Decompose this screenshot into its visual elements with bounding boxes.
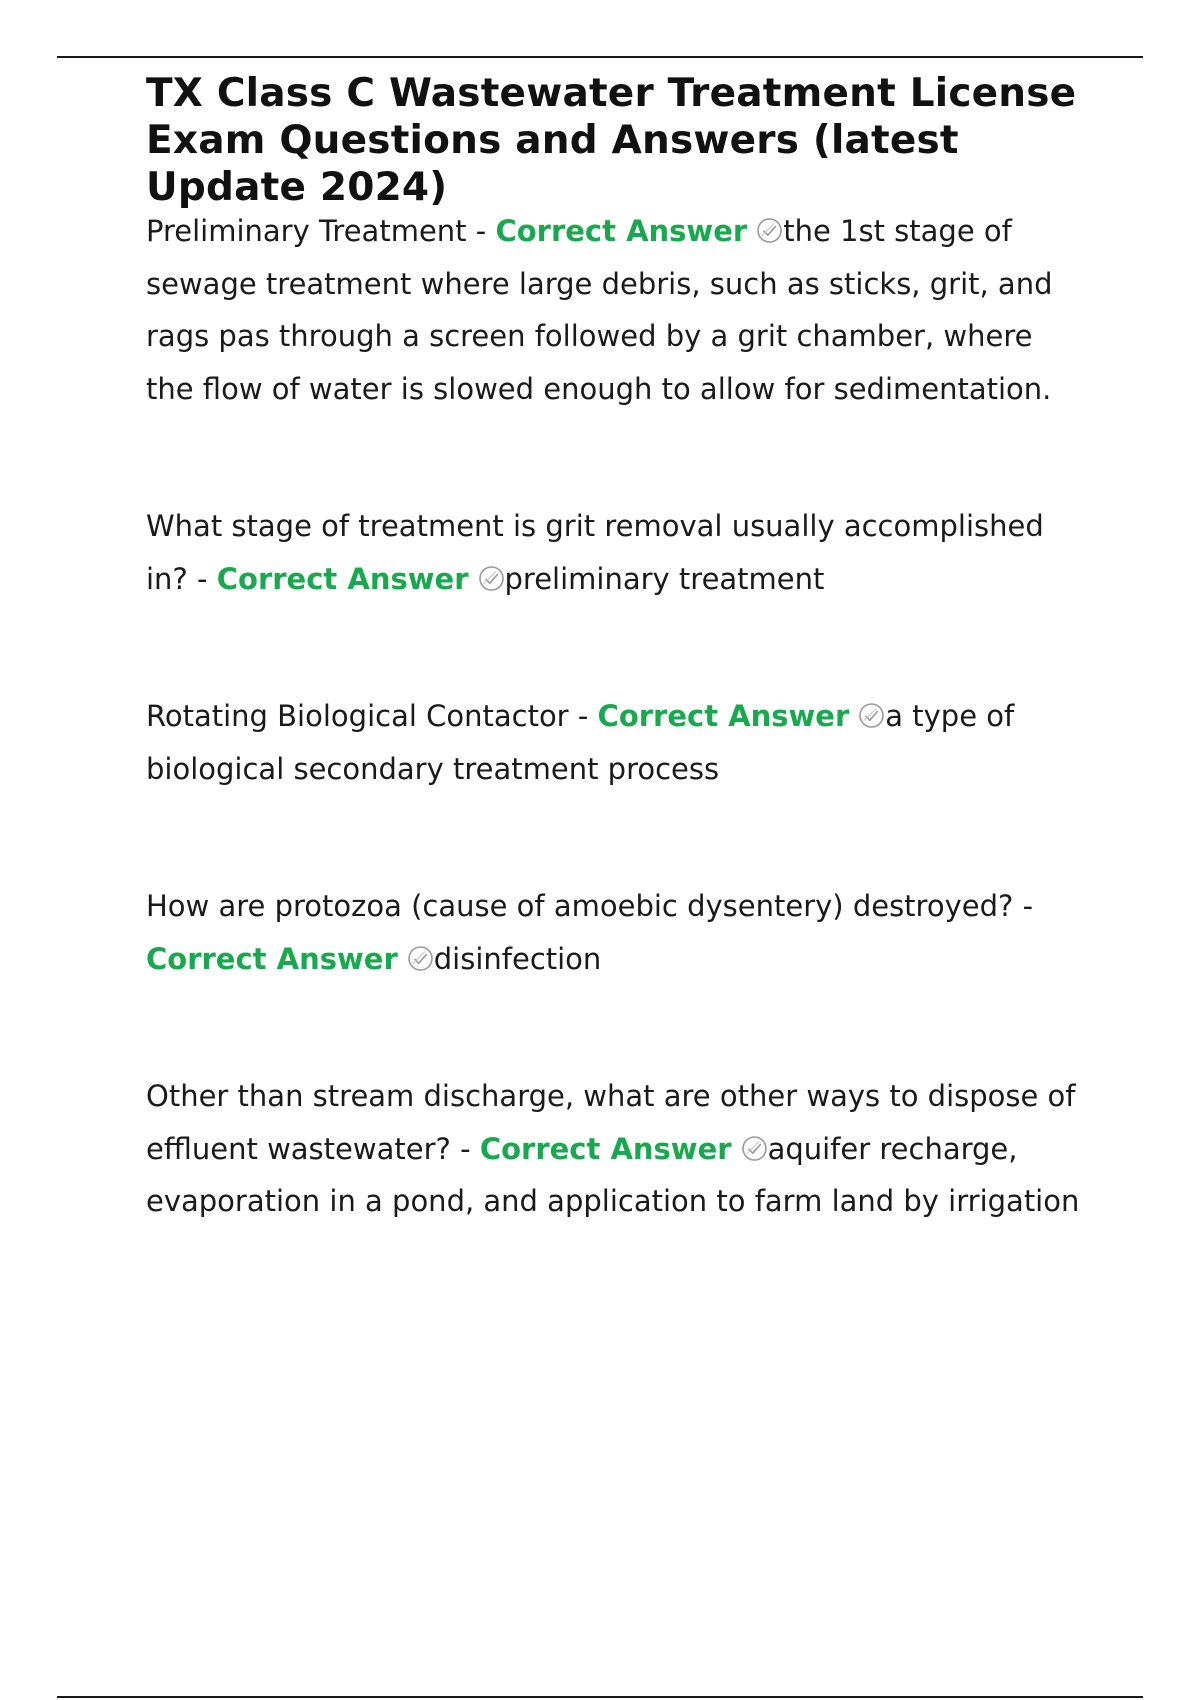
question-text: Rotating Biological Contactor bbox=[146, 699, 569, 733]
correct-answer-label: Correct Answer bbox=[216, 561, 469, 596]
document-title: TX Class C Wastewater Treatment License Exam Questions and Answers (latest Update 2024) bbox=[146, 71, 1077, 210]
qa-item bbox=[146, 690, 1086, 795]
check-circle-icon bbox=[741, 1135, 768, 1162]
bottom-rule bbox=[57, 1696, 1143, 1698]
question-text: What stage of treatment is grit removal usually accomplished in? bbox=[146, 509, 1044, 596]
separator: - bbox=[187, 561, 217, 596]
answer-text: a type of biological secondary treatment process bbox=[146, 699, 1015, 786]
separator: - bbox=[1013, 889, 1034, 923]
top-rule bbox=[57, 56, 1143, 58]
answer-text: aquifer recharge, evaporation in a pond, and application to farm land by irrigation bbox=[146, 1131, 1080, 1218]
qa-item bbox=[146, 880, 1086, 985]
document-body bbox=[146, 70, 1086, 1228]
answer-text: the 1st stage of sewage treatment where large debris, such as sticks, grit, and rags pas through a screen followed by a grit chamber, where the flow of water is slowed enough to allow for sedimentation. bbox=[146, 214, 1053, 406]
check-circle-icon bbox=[478, 565, 505, 592]
answer-text: preliminary treatment bbox=[504, 561, 825, 596]
check-circle-icon bbox=[858, 702, 885, 729]
correct-answer-label: Correct Answer bbox=[597, 699, 850, 733]
qa-item bbox=[146, 1070, 1086, 1228]
question-text: How are protozoa (cause of amoebic dysentery) destroyed? bbox=[146, 889, 1014, 923]
question-text: Other than stream discharge, what are other ways to dispose of effluent wastewater? bbox=[146, 1079, 1076, 1166]
answer-text: disinfection bbox=[433, 941, 602, 976]
separator: - bbox=[466, 214, 496, 248]
question-text: Preliminary Treatment bbox=[146, 214, 467, 248]
separator: - bbox=[568, 699, 598, 733]
qa-item bbox=[146, 500, 1086, 605]
correct-answer-label: Correct Answer bbox=[146, 941, 398, 976]
check-circle-icon bbox=[756, 217, 783, 244]
check-circle-icon bbox=[407, 945, 434, 972]
qa-item bbox=[146, 205, 1086, 415]
correct-answer-label: Correct Answer bbox=[495, 214, 748, 248]
correct-answer-label: Correct Answer bbox=[479, 1131, 732, 1166]
separator: - bbox=[450, 1131, 480, 1166]
